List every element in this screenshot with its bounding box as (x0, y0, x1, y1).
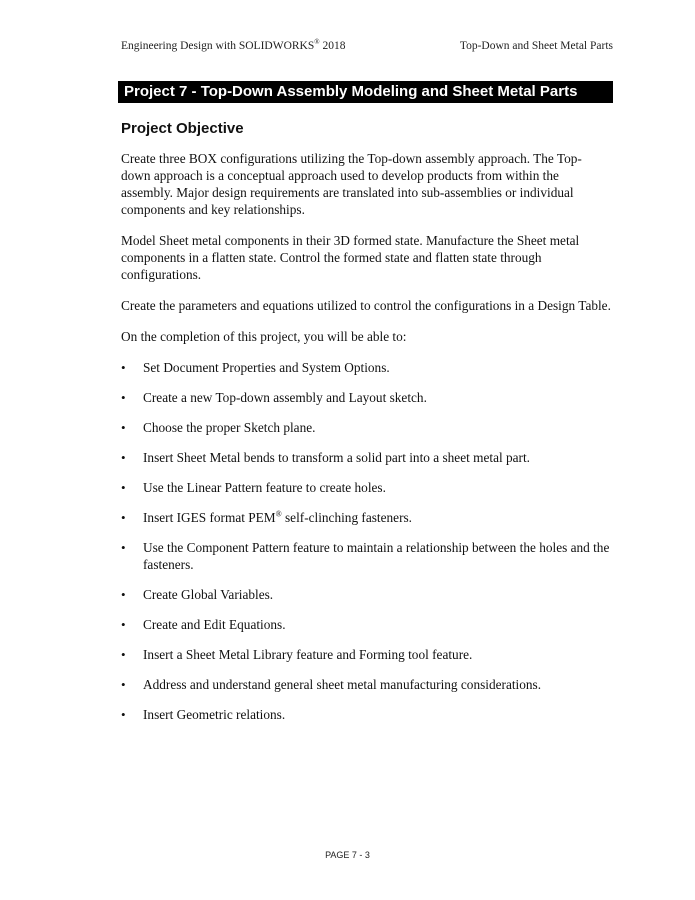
bullet-icon: • (121, 480, 126, 495)
list-item: • Insert Geometric relations. (121, 707, 286, 722)
list-item: • Insert a Sheet Metal Library feature and Forming tool feature. (121, 647, 473, 662)
bullet-icon: • (121, 677, 126, 692)
registered-mark: ® (275, 509, 282, 519)
list-item: • Create a new Top-down assembly and Layout sketch. (121, 390, 427, 405)
list-item: • Use the Linear Pattern feature to create holes. (121, 480, 386, 495)
header-chapter-title: Top-Down and Sheet Metal Parts (459, 40, 613, 52)
paragraph: Create the parameters and equations utilized to control the configurations in a Design Table. (121, 298, 611, 313)
list-item: • Create and Edit Equations. (121, 617, 286, 632)
bullet-icon: • (121, 540, 126, 555)
paragraph: Create three BOX configurations utilizing the Top-down assembly approach. The Top-down approach is a conceptual approach used to develop products from within the assembly. Major design requirements are translated into sub-assemblies or individual components and key relationships. (121, 151, 582, 217)
bullet-icon: • (121, 647, 126, 662)
list-item: • Insert Sheet Metal bends to transform a solid part into a sheet metal part. (121, 450, 530, 465)
bullet-icon: • (121, 450, 126, 465)
bullet-icon: • (121, 360, 126, 375)
paragraph: Model Sheet metal components in their 3D formed state. Manufacture the Sheet metal components in a flatten state. Control the formed state and flatten state through configurations. (121, 233, 580, 282)
list-item: • Choose the proper Sketch plane. (121, 420, 316, 435)
header-book-title: Engineering Design with SOLIDWORKS® 2018 (121, 38, 346, 52)
list-item: • Use the Component Pattern feature to maintain a relationship between the holes and the fasteners. (121, 540, 610, 572)
list-item: • Address and understand general sheet metal manufacturing considerations. (121, 677, 542, 692)
list-item: • Create Global Variables. (121, 587, 274, 602)
section-heading: Project Objective (121, 120, 244, 137)
registered-mark: ® (314, 38, 320, 47)
list-item: • Set Document Properties and System Options. (121, 360, 390, 375)
bullet-icon: • (121, 420, 126, 435)
page-number: PAGE 7 - 3 (325, 850, 370, 860)
bullet-icon: • (121, 510, 126, 525)
running-header (121, 40, 613, 56)
page-content (121, 150, 611, 736)
list-item: • Insert IGES format PEM® self-clinching fasteners. (121, 509, 413, 525)
paragraph: On the completion of this project, you will be able to: (121, 329, 407, 344)
bullet-icon: • (121, 390, 126, 405)
objectives-list (121, 359, 611, 723)
bullet-icon: • (121, 707, 126, 722)
bullet-icon: • (121, 587, 126, 602)
project-title-bar: Project 7 - Top-Down Assembly Modeling and Sheet Metal Parts (118, 81, 613, 103)
bullet-icon: • (121, 617, 126, 632)
